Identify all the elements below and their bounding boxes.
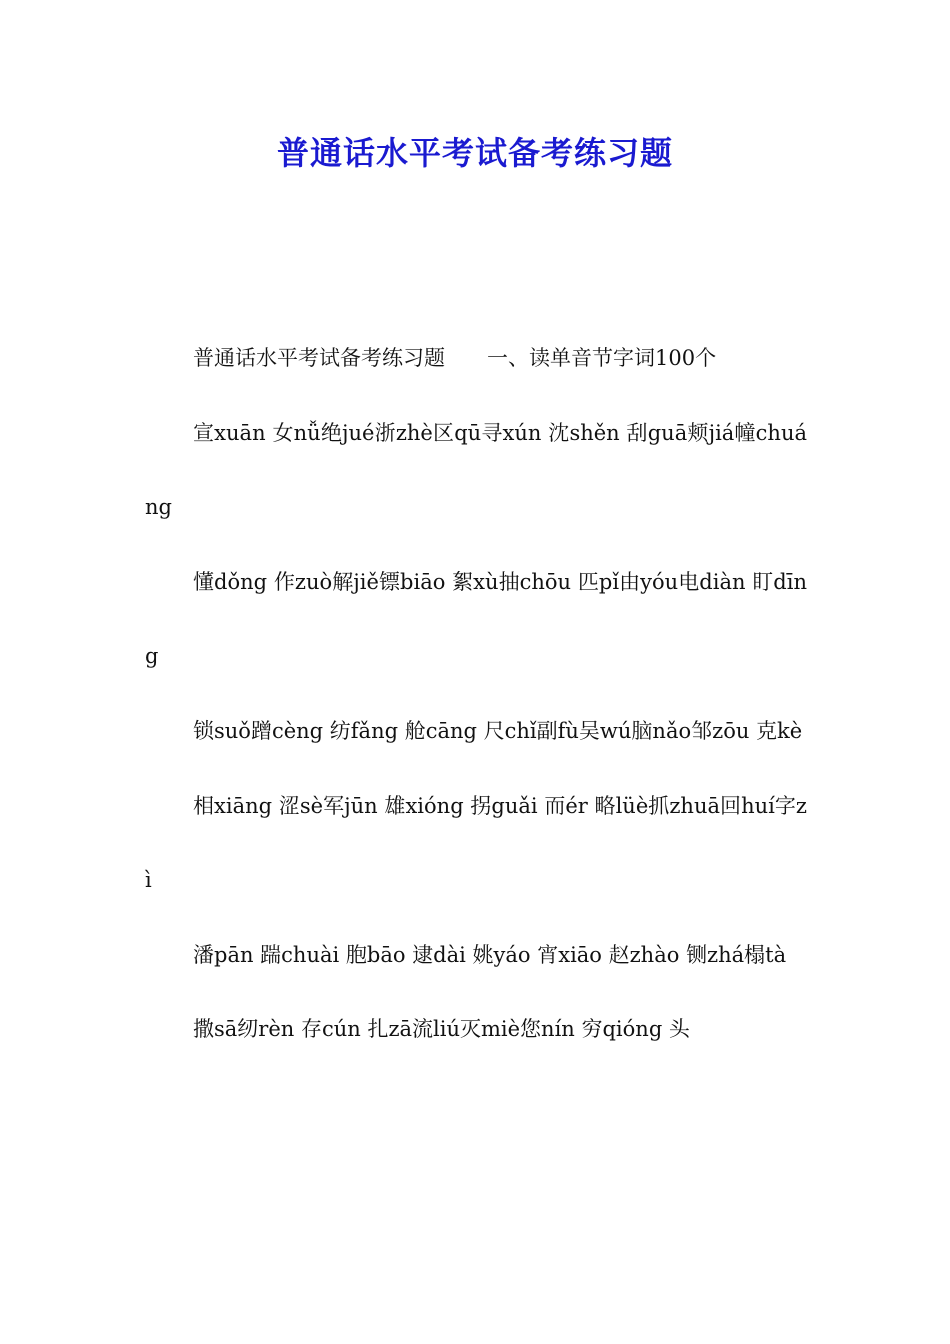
word-list-paragraph: 懂dǒng 作zuò解jiě镖biāo 絮xù抽chōu 匹pǐ由yóu电diàn 盯dīng [145, 569, 807, 669]
document-body [145, 321, 807, 1067]
intro-paragraph: 普通话水平考试备考练习题 一、读单音节字词100个 [193, 346, 717, 370]
word-list-paragraph: 潘pān 踹chuài 胞bāo 逮dài 姚yáo 宵xiāo 赵zhào 铡zhá榻tà [193, 942, 787, 967]
word-list-paragraph: 锁suǒ蹭cèng 纺fǎng 舱cāng 尺chǐ副fù吴wú脑nǎo邹zōu 克kè [193, 718, 803, 743]
word-list-paragraph: 宣xuān 女nǚ绝jué浙zhè区qū寻xún 沈shěn 刮guā颊jiá幢chuáng [145, 420, 807, 520]
document-title: 普通话水平考试备考练习题 [276, 134, 673, 172]
word-list-paragraph: 撒sā纫rèn 存cún 扎zā流liú灭miè您nín 穷qióng 头 [193, 1017, 690, 1042]
word-list-paragraph: 相xiāng 涩sè军jūn 雄xióng 拐guǎi 而ér 略lüè抓zhuā回huí字zì [145, 793, 807, 893]
